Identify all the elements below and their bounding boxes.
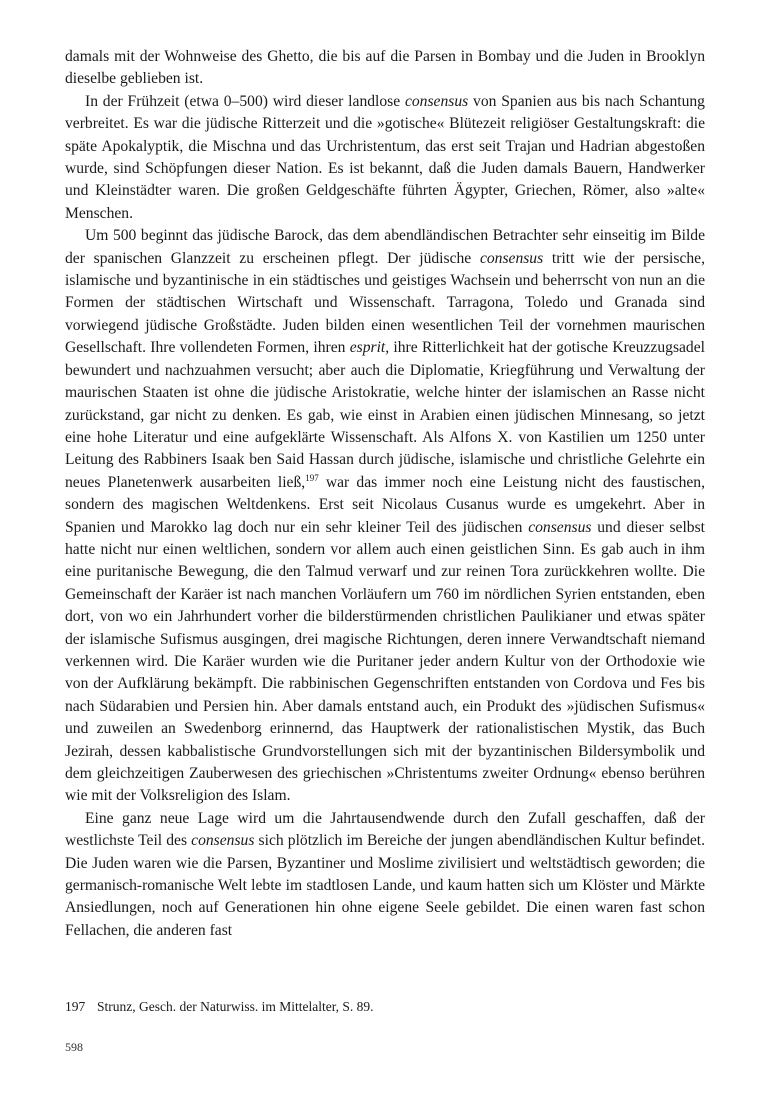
paragraph <box>65 808 705 942</box>
body-text <box>65 46 705 942</box>
italic-term: esprit, <box>349 339 390 357</box>
page-number: 598 <box>65 1040 83 1054</box>
footnote-number: 197 <box>65 999 86 1014</box>
text-run: damals mit der Wohnweise des Ghetto, die bis auf die Parsen in Bombay und die Juden in Brooklyn dieselbe geblieben ist. <box>65 48 705 88</box>
italic-term: consensus <box>191 832 255 850</box>
text-run: In der Frühzeit (etwa 0–500) wird dieser landlose <box>85 92 405 110</box>
text-run: Eine ganz neue Lage wird um die Jahrtausendwende durch den Zufall geschaffen, daß der westlichste Teil des <box>65 809 705 850</box>
paragraph <box>65 46 705 91</box>
text-run: war das immer noch eine Leistung nicht des faustischen, sondern des magischen Weltdenkens. Erst seit Nicolaus Cusanus wurde es umgekehrt. Aber in Spanien und Marokko lag doch nur ein sehr kleiner Teil des jüdischen <box>65 473 705 536</box>
footnote-text: Strunz, Gesch. der Naturwiss. im Mittelalter, S. 89. <box>97 999 374 1014</box>
paragraph <box>65 225 705 808</box>
text-run: von Spanien aus bis nach Schantung verbreitet. Es war die jüdische Ritterzeit und die »gotische« Blütezeit religiöser Gestaltungskraft: die späte Apokalyptik, die Mischna und das Urchristentum, das erst seit Trajan und Hadrian abgestoßen wurde, sind Schöpfungen dieser Nation. Es ist bekannt, daß die Juden damals Bauern, Handwerker und Kleinstädter waren. Die großen Geldgeschäfte führten Ägypter, Griechen, Römer, also »alte« Menschen. <box>65 92 705 222</box>
footnote <box>65 999 705 1015</box>
text-run: und dieser selbst hatte nicht nur einen weltlichen, sondern vor allem auch einen geistlichen Sinn. Es gab auch in ihm eine puritanische Bewegung, die den Talmud verwarf und zur reinen Tora zurückkehren wollte. Die Gemeinschaft der Karäer ist nach manchen Vorläufern um 760 im nördlichen Syrien entstanden, eben dort, von wo ein Jahrhundert vorher die bilderstürmenden christlichen Paulikianer und etwas später der islamische Sufismus ausgingen, drei magische Richtungen, deren innere Verwandtschaft niemand verkennen wird. Die Karäer wurden wie die Puritaner jeder andern Kultur von der Orthodoxie wie von der Aufklärung bekämpft. Die rabbinischen Gegenschriften entstanden von Cordova und Fes bis nach Südarabien und Persien hin. Aber damals entstand auch, ein Produkt des »jüdischen Sufismus« und zuweilen an Swedenborg erinnernd, das Hauptwerk der rationalistischen Mystik, das Buch Jezirah, dessen kabbalistische Grundvorstellungen sich mit der byzantinischen Bildersymbolik und dem gleichzeitigen Zauberwesen des griechischen »Christentums zweiter Ordnung« ebenso berühren wie mit der Volksreligion des Islam. <box>65 518 706 805</box>
paragraph <box>65 91 705 225</box>
text-run: Um 500 beginnt das jüdische Barock, das dem abendländischen Betrachter sehr einseitig im Bilde der spanischen Glanzzeit zu erscheinen pflegt. Der jüdische <box>65 227 705 267</box>
text-run: sich plötzlich im Bereiche der jungen abendländischen Kultur befindet. Die Juden waren wie die Parsen, Byzantiner und Moslime zivilisiert und weltstädtisch geworden; die germanisch-romanische Welt lebte im stadtlosen Lande, und kaum hatten sich um Klöster und Märkte Ansiedlungen, noch auf Generationen hin ohne eigene Seele gebildet. Die einen waren fast schon Fellachen, die anderen fast <box>65 832 705 939</box>
footnote-reference: 197 <box>305 472 319 483</box>
italic-term: consensus <box>479 249 544 267</box>
italic-term: consensus <box>404 92 469 110</box>
text-run: tritt wie der persische, islamische und byzantinische in ein städtisches und geistiges Wachsein und beherrscht von nun an die Formen der städtischen Wirtschaft und Wissenschaft. Tarragona, Toledo und Granada sind vorwiegend jüdische Großstädte. Juden bilden einen wesentlichen Teil der vornehmen maurischen Gesellschaft. Ihre vollendeten Formen, ihren <box>65 249 705 357</box>
italic-term: consensus <box>528 518 592 536</box>
text-run: ihre Ritterlichkeit hat der gotische Kreuzzugsadel bewundert und nachzuahmen versucht; aber auch die Diplomatie, Kriegführung und Verwaltung der maurischen Staaten ist ohne die jüdische Aristokratie, welche hinter der islamischen an Rasse nicht zurückstand, gar nicht zu denken. Es gab, wie einst in Arabien einen jüdischen Minnesang, so jetzt eine hohe Literatur und eine aufgeklärte Wissenschaft. Als Alfons X. von Kastilien um 1250 unter Leitung des Rabbiners Isaak ben Said Hassan durch jüdische, islamische und christliche Gelehrte ein neues Planetenwerk ausarbeiten ließ, <box>65 339 705 491</box>
